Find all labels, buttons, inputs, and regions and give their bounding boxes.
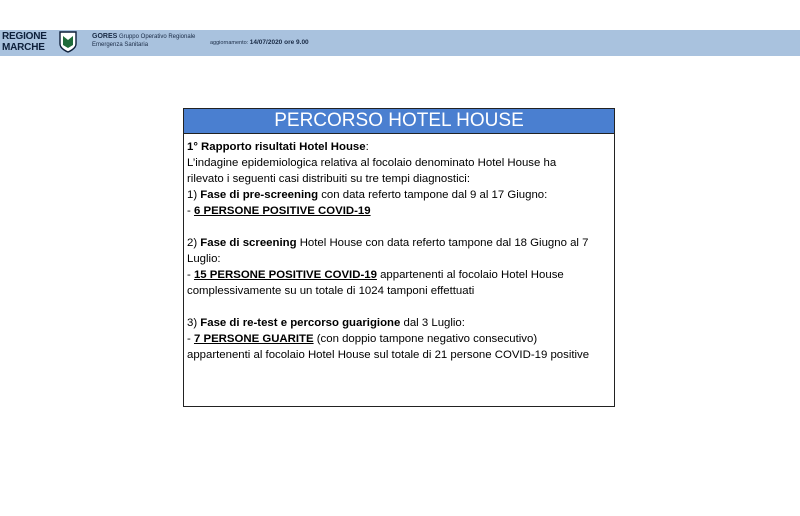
logo-line1: REGIONE (2, 31, 47, 42)
org-name-line2: Emergenza Sanitaria (92, 42, 149, 48)
phase3-result: - 7 PERSONE GUARITE (con doppio tampone negativo consecutivo) (187, 333, 538, 345)
logo-text (2, 31, 47, 53)
report-heading: 1° Rapporto risultati Hotel House: (187, 141, 369, 153)
regione-emblem-icon (59, 31, 77, 53)
regione-marche-logo (2, 31, 78, 55)
phase2-line-last: complessivamente su un totale di 1024 tamponi effettuati (187, 285, 475, 297)
intro-line2: rilevato i seguenti casi distribuiti su tre tempi diagnostici: (187, 173, 470, 185)
phase1-result: - 6 PERSONE POSITIVE COVID-19 (187, 205, 371, 217)
hotel-house-box (183, 108, 615, 407)
update-info (210, 39, 309, 46)
update-label: aggiornamento: (210, 40, 249, 46)
box-title: PERCORSO HOTEL HOUSE (184, 109, 614, 134)
org-name-line1: Gruppo Operativo Regionale (118, 34, 196, 40)
box-body (184, 134, 614, 363)
phase1-line: 1) Fase di pre-screening con data referto tampone dal 9 al 17 Giugno: (187, 189, 548, 201)
spacer (187, 219, 614, 235)
intro-line1: L’indagine epidemiologica relativa al focolaio denominato Hotel House ha (187, 157, 557, 169)
phase2-result: - 15 PERSONE POSITIVE COVID-19 appartenenti al focolaio Hotel House (187, 269, 564, 281)
org-name (92, 33, 195, 49)
phase3-line: 3) Fase di re-test e percorso guarigione dal 3 Luglio: (187, 317, 465, 329)
phase2-line2: Luglio: (187, 253, 221, 265)
update-value: 14/07/2020 ore 9.00 (249, 39, 309, 46)
phase2-line1: 2) Fase di screening Hotel House con data referto tampone dal 18 Giugno al 7 (187, 237, 589, 249)
spacer (187, 299, 614, 315)
org-abbr: GORES (92, 33, 118, 40)
header-band (0, 30, 800, 56)
phase3-line-last: appartenenti al focolaio Hotel House sul totale di 21 persone COVID-19 positive (187, 349, 590, 361)
logo-line2: MARCHE (2, 42, 45, 53)
